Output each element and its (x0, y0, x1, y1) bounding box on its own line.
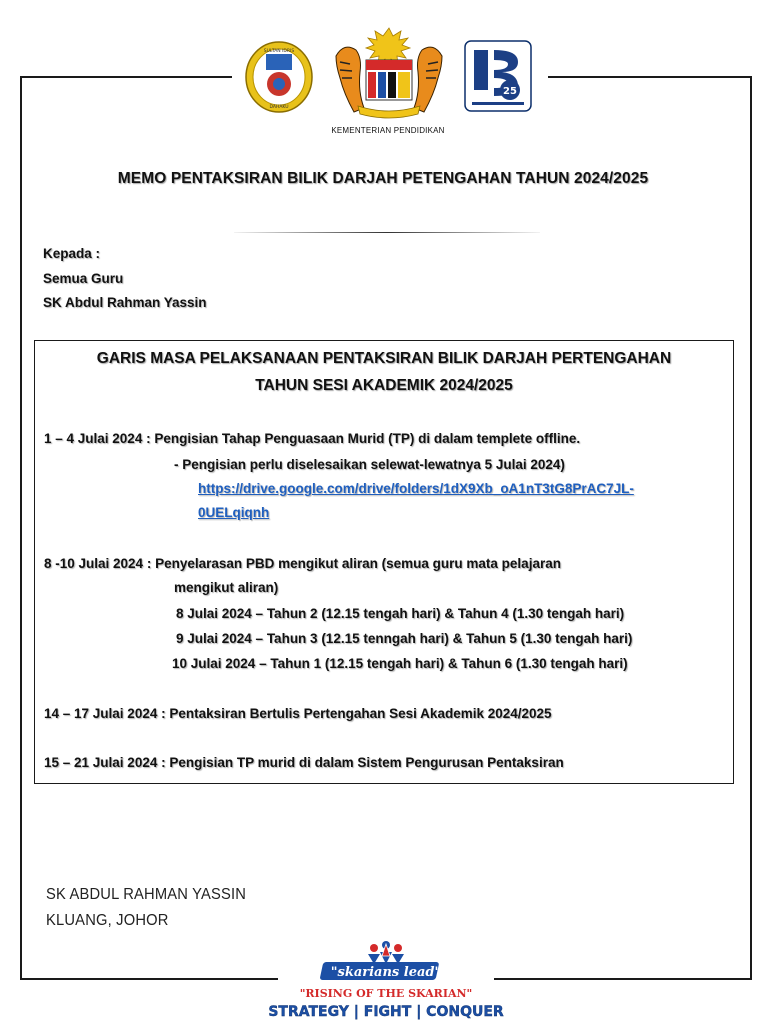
to-line-1: Semua Guru (43, 271, 124, 286)
ministry-name: KEMENTERIAN PENDIDIKAN (331, 126, 445, 135)
school-crest-logo (244, 40, 314, 114)
timeline-item-1-sub: - Pengisian perlu diselesaikan selewat-lewatnya 5 Julai 2024) (174, 457, 565, 472)
skarians-footer-logo (268, 940, 504, 1024)
timeline-title-line-2: TAHUN SESI AKADEMIK 2024/2025 (255, 377, 513, 394)
drive-link-continued[interactable]: 0UELqiqnh (198, 505, 270, 520)
timeline-item-2: 8 -10 Julai 2024 : Penyelarasan PBD mengikut aliran (semua guru mata pelajaran (44, 556, 561, 571)
footer-tagline: STRATEGY | FIGHT | CONQUER (268, 1004, 504, 1020)
drive-link[interactable]: https://drive.google.com/drive/folders/1dX9Xb_oA1nT3tG8PrAC7JL- (198, 481, 634, 496)
to-line-2: SK Abdul Rahman Yassin (43, 295, 207, 310)
footer-motto: "RISING OF THE SKARIAN" (299, 987, 473, 1000)
timeline-item-4: 15 – 21 Julai 2024 : Pengisian TP murid di dalam Sistem Pengurusan Pentaksiran (44, 755, 564, 770)
crest-band-text: DAHAKU (269, 105, 289, 110)
timeline-title-line-1: GARIS MASA PELAKSANAAN PENTAKSIRAN BILIK DARJAH PERTENGAHAN (96, 350, 672, 367)
timeline-item-2-cont: mengikut aliran) (174, 580, 279, 595)
memo-title: MEMO PENTAKSIRAN BILIK DARJAH PETENGAHAN TAHUN 2024/2025 (117, 170, 649, 187)
divider (234, 232, 540, 233)
schedule-line-1: 8 Julai 2024 – Tahun 2 (12.15 tengah hari) & Tahun 4 (1.30 tengah hari) (176, 606, 625, 621)
anniversary-logo (464, 40, 532, 112)
footer-lead-text: "skarians lead" (330, 965, 442, 980)
signature-location: KLUANG, JOHOR (46, 912, 169, 929)
schedule-line-2: 9 Julai 2024 – Tahun 3 (12.15 tenngah hari) & Tahun 5 (1.30 tengah hari) (176, 631, 633, 646)
to-label: Kepada : (43, 246, 101, 261)
schedule-line-3: 10 Julai 2024 – Tahun 1 (12.15 tengah hari) & Tahun 6 (1.30 tengah hari) (172, 656, 628, 671)
crest-text: SULTAN IDRIS (263, 49, 295, 54)
timeline-item-3: 14 – 17 Julai 2024 : Pentaksiran Bertulis Pertengahan Sesi Akademik 2024/2025 (44, 706, 552, 721)
timeline-item-1: 1 – 4 Julai 2024 : Pengisian Tahap Penguasaan Murid (TP) di dalam templete offline. (44, 431, 581, 446)
anniversary-number: 25 (503, 86, 517, 97)
coat-of-arms-logo (328, 26, 450, 126)
signature-school: SK ABDUL RAHMAN YASSIN (46, 886, 247, 903)
